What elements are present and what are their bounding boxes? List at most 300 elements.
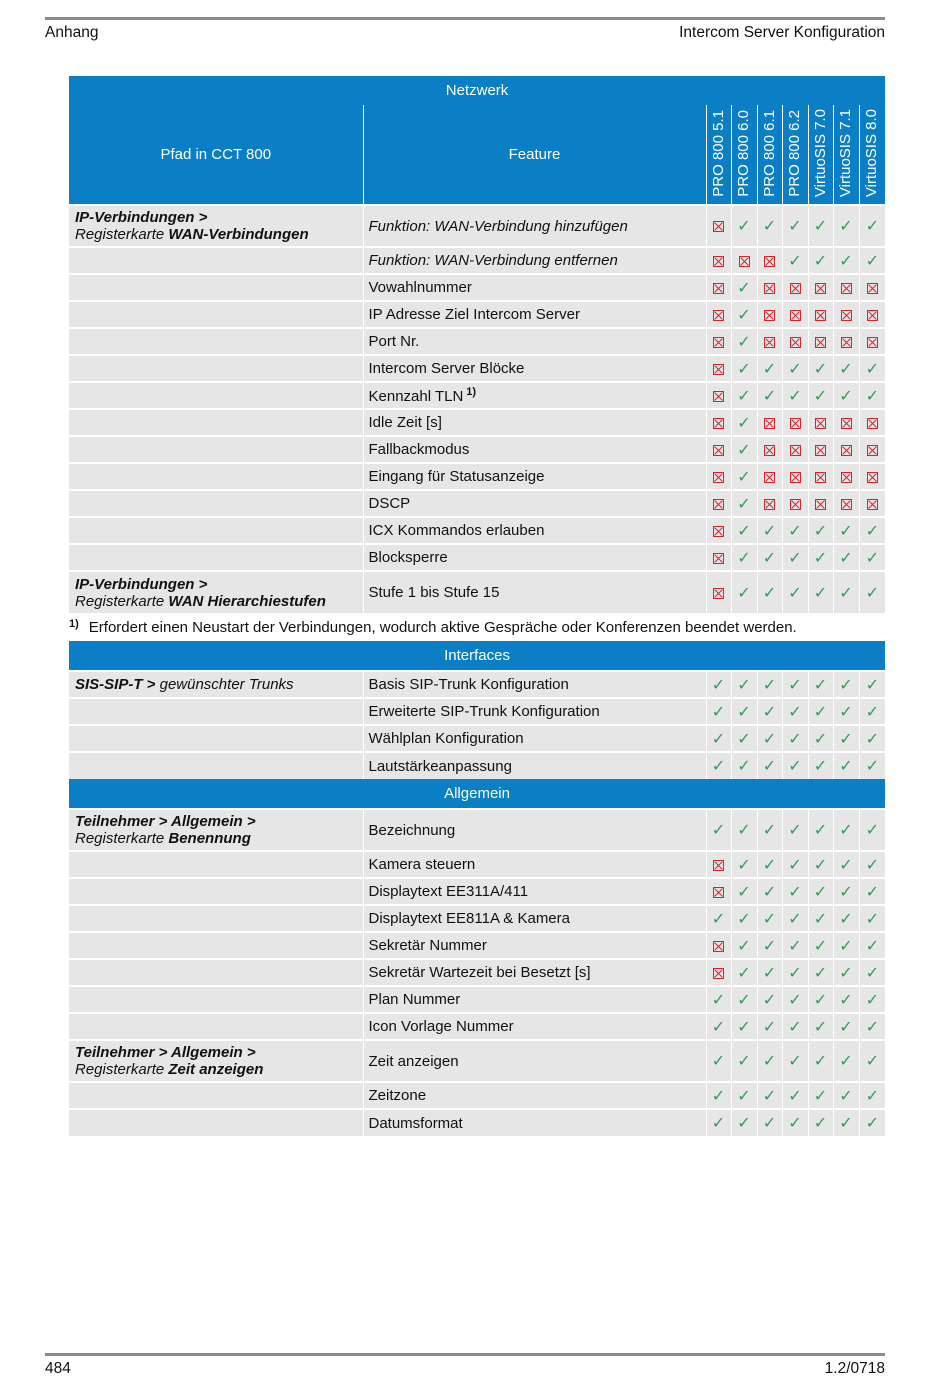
support-cell [782, 436, 808, 463]
section-header-row [69, 779, 885, 809]
support-cell [808, 986, 833, 1013]
support-cell [782, 905, 808, 932]
support-cell [782, 1013, 808, 1040]
support-cell [731, 436, 757, 463]
feature-cell [363, 1082, 706, 1109]
support-cell [808, 851, 833, 878]
support-cell [859, 328, 885, 355]
support-cell [859, 1082, 885, 1109]
feature-label: Kennzahl TLN [368, 388, 464, 405]
feature-label: Datumsformat [368, 1114, 463, 1132]
cross-box-icon [841, 337, 852, 348]
path-cell [69, 517, 363, 544]
cross-box-icon [815, 337, 826, 348]
support-cell [833, 1082, 859, 1109]
support-cell [757, 878, 782, 905]
check-icon: ✓ [839, 1018, 853, 1036]
support-cell [833, 809, 859, 851]
check-icon: ✓ [737, 1053, 751, 1070]
check-icon: ✓ [788, 937, 802, 955]
cross-box-icon [790, 283, 801, 294]
support-cell [706, 1013, 731, 1040]
check-icon: ✓ [737, 387, 751, 405]
support-cell [782, 409, 808, 436]
check-icon: ✓ [839, 937, 853, 955]
cross-box-icon [790, 472, 801, 483]
support-cell [731, 544, 757, 571]
support-cell [706, 698, 731, 725]
check-icon: ✓ [813, 522, 828, 540]
support-cell [833, 698, 859, 725]
support-cell [731, 274, 757, 301]
support-cell [859, 517, 885, 544]
support-cell [782, 725, 808, 752]
support-cell [808, 1109, 833, 1136]
check-icon: ✓ [839, 1053, 853, 1070]
support-cell [833, 986, 859, 1013]
support-cell [808, 436, 833, 463]
check-icon: ✓ [839, 883, 853, 901]
cross-box-icon [713, 391, 724, 402]
feature-cell [363, 205, 706, 247]
check-icon: ✓ [762, 549, 777, 567]
check-icon: ✓ [813, 252, 828, 270]
check-icon: ✓ [839, 676, 853, 694]
check-icon: ✓ [839, 218, 853, 235]
support-cell [706, 247, 731, 274]
check-icon: ✓ [813, 387, 828, 405]
section-title: Interfaces [69, 641, 885, 671]
check-icon: ✓ [839, 991, 853, 1009]
support-cell [706, 463, 731, 490]
check-icon: ✓ [737, 910, 751, 928]
check-icon: ✓ [839, 964, 853, 982]
support-cell [782, 671, 808, 698]
document-version: 1.2/0718 [824, 1360, 885, 1377]
path-text: Teilnehmer > Allgemein > [75, 813, 256, 830]
check-icon: ✓ [762, 991, 777, 1009]
version-label: PRO 800 5.1 [709, 110, 727, 197]
feature-label: IP Adresse Ziel Intercom Server [368, 306, 580, 323]
cross-box-icon [815, 418, 826, 429]
support-cell [706, 1109, 731, 1136]
path-cell [69, 544, 363, 571]
cross-box-icon [867, 472, 878, 483]
check-icon: ✓ [737, 495, 751, 513]
check-icon: ✓ [839, 1115, 853, 1132]
check-icon: ✓ [737, 883, 751, 901]
support-cell [833, 725, 859, 752]
header-right: Intercom Server Konfiguration [679, 24, 885, 41]
check-icon: ✓ [788, 822, 802, 839]
support-cell [782, 1109, 808, 1136]
feature-label: Eingang für Statusanzeige [368, 468, 545, 485]
check-icon: ✓ [788, 360, 802, 378]
support-cell [731, 932, 757, 959]
support-cell [782, 205, 808, 247]
table-row [69, 932, 885, 959]
check-icon: ✓ [762, 910, 777, 928]
cross-box-icon [841, 283, 852, 294]
feature-cell [363, 301, 706, 328]
support-cell [859, 959, 885, 986]
check-icon: ✓ [711, 1053, 726, 1070]
path-cell [69, 1082, 363, 1109]
cross-box-icon [764, 256, 775, 267]
path-cell [69, 959, 363, 986]
table-row [69, 851, 885, 878]
support-cell [833, 409, 859, 436]
cross-box-icon [790, 418, 801, 429]
footnote-ref: 1) [466, 386, 477, 398]
cross-box-icon [815, 445, 826, 456]
table-row [69, 409, 885, 436]
feature-matrix-table [69, 76, 885, 1136]
support-cell [731, 752, 757, 779]
path-cell [69, 905, 363, 932]
cross-box-icon [867, 310, 878, 321]
table-row [69, 1013, 885, 1040]
footnote-mark: 1) [69, 618, 79, 630]
support-cell [782, 1040, 808, 1082]
feature-cell [363, 274, 706, 301]
support-cell [859, 490, 885, 517]
support-cell [731, 463, 757, 490]
feature-label: DSCP [368, 495, 411, 512]
table-row [69, 517, 885, 544]
support-cell [833, 1109, 859, 1136]
check-icon: ✓ [839, 758, 853, 775]
check-icon: ✓ [711, 676, 726, 694]
support-cell [731, 986, 757, 1013]
feature-cell [363, 463, 706, 490]
path-cell [69, 328, 363, 355]
feature-label: Sekretär Nummer [368, 937, 487, 954]
path-text: Registerkarte [75, 830, 169, 847]
support-cell [833, 328, 859, 355]
check-icon: ✓ [865, 218, 879, 235]
column-header-version [833, 105, 859, 205]
version-label: VirtuoSIS 7.0 [811, 109, 829, 198]
path-text: WAN-Verbindungen [168, 226, 309, 243]
table-row [69, 544, 885, 571]
support-cell [859, 355, 885, 382]
section-title: Allgemein [69, 779, 885, 809]
support-cell [808, 274, 833, 301]
support-cell [757, 463, 782, 490]
support-cell [808, 382, 833, 409]
support-cell [757, 1109, 782, 1136]
feature-label: Zeitzone [368, 1087, 427, 1104]
support-cell [808, 1082, 833, 1109]
support-cell [859, 382, 885, 409]
cross-box-icon [713, 526, 724, 537]
check-icon: ✓ [788, 758, 802, 775]
table-row [69, 328, 885, 355]
support-cell [859, 1040, 885, 1082]
check-icon: ✓ [737, 360, 751, 378]
support-cell [833, 851, 859, 878]
check-icon: ✓ [762, 1115, 777, 1132]
feature-cell [363, 1040, 706, 1082]
feature-cell [363, 752, 706, 779]
support-cell [782, 851, 808, 878]
table-row [69, 671, 885, 698]
check-icon: ✓ [762, 387, 777, 405]
table-row [69, 274, 885, 301]
support-cell [782, 959, 808, 986]
support-cell [706, 878, 731, 905]
check-icon: ✓ [737, 306, 751, 324]
check-icon: ✓ [762, 584, 777, 602]
check-icon: ✓ [813, 1053, 828, 1070]
check-icon: ✓ [839, 549, 853, 567]
support-cell [706, 436, 731, 463]
support-cell [706, 382, 731, 409]
check-icon: ✓ [865, 883, 879, 901]
check-icon: ✓ [813, 218, 828, 235]
check-icon: ✓ [788, 1018, 802, 1036]
column-header-version [782, 105, 808, 205]
check-icon: ✓ [865, 856, 879, 874]
column-header-version [859, 105, 885, 205]
support-cell [782, 752, 808, 779]
footnote-text: Erfordert einen Neustart der Verbindungen, wodurch aktive Gespräche oder Konferenzen beendet werden. [88, 619, 797, 636]
support-cell [859, 274, 885, 301]
cross-box-icon [815, 283, 826, 294]
check-icon: ✓ [788, 218, 802, 235]
support-cell [833, 1013, 859, 1040]
check-icon: ✓ [813, 1018, 828, 1036]
support-cell [859, 905, 885, 932]
support-cell [808, 1040, 833, 1082]
support-cell [782, 544, 808, 571]
check-icon: ✓ [839, 252, 853, 270]
check-icon: ✓ [737, 937, 751, 955]
table-row [69, 1040, 885, 1082]
support-cell [782, 517, 808, 544]
path-cell [69, 382, 363, 409]
cross-box-icon [764, 337, 775, 348]
feature-cell [363, 878, 706, 905]
support-cell [859, 205, 885, 247]
support-cell [706, 932, 731, 959]
support-cell [757, 301, 782, 328]
support-cell [833, 1040, 859, 1082]
cross-box-icon [815, 310, 826, 321]
table-row [69, 986, 885, 1013]
version-label: VirtuoSIS 7.1 [837, 109, 854, 198]
support-cell [808, 355, 833, 382]
support-cell [808, 878, 833, 905]
check-icon: ✓ [865, 910, 879, 928]
support-cell [757, 932, 782, 959]
cross-box-icon [713, 553, 724, 564]
path-text: Registerkarte [75, 592, 169, 610]
cross-box-icon [713, 364, 724, 375]
check-icon: ✓ [813, 883, 828, 901]
check-icon: ✓ [839, 703, 853, 721]
path-cell [69, 409, 363, 436]
check-icon: ✓ [737, 1115, 751, 1132]
support-cell [833, 544, 859, 571]
cross-box-icon [713, 968, 724, 979]
feature-cell [363, 725, 706, 752]
path-cell [69, 247, 363, 274]
support-cell [706, 905, 731, 932]
check-icon: ✓ [865, 703, 879, 721]
table-row [69, 571, 885, 613]
support-cell [859, 725, 885, 752]
support-cell [859, 1109, 885, 1136]
check-icon: ✓ [762, 856, 777, 874]
path-text: IP-Verbindungen > [75, 575, 208, 593]
cross-box-icon [713, 256, 724, 267]
support-cell [706, 490, 731, 517]
table-row [69, 959, 885, 986]
feature-cell [363, 571, 706, 613]
support-cell [859, 544, 885, 571]
cross-box-icon [867, 337, 878, 348]
check-icon: ✓ [762, 218, 777, 235]
feature-label: Erweiterte SIP-Trunk Konfiguration [368, 703, 600, 720]
column-header-path: Pfad in CCT 800 [69, 105, 363, 205]
path-cell [69, 1109, 363, 1136]
check-icon: ✓ [737, 584, 751, 602]
support-cell [859, 1013, 885, 1040]
support-cell [833, 274, 859, 301]
check-icon: ✓ [839, 584, 853, 602]
cross-box-icon [841, 418, 852, 429]
support-cell [706, 671, 731, 698]
cross-box-icon [841, 310, 852, 321]
check-icon: ✓ [737, 468, 751, 486]
support-cell [706, 328, 731, 355]
support-cell [706, 409, 731, 436]
feature-cell [363, 328, 706, 355]
column-header-feature: Feature [363, 105, 706, 205]
support-cell [782, 328, 808, 355]
support-cell [706, 1082, 731, 1109]
check-icon: ✓ [737, 822, 751, 839]
support-cell [757, 752, 782, 779]
support-cell [731, 205, 757, 247]
support-cell [757, 571, 782, 613]
check-icon: ✓ [762, 360, 777, 378]
support-cell [706, 986, 731, 1013]
path-cell [69, 752, 363, 779]
path-cell [69, 725, 363, 752]
support-cell [833, 878, 859, 905]
support-cell [833, 671, 859, 698]
support-cell [731, 409, 757, 436]
cross-box-icon [764, 445, 775, 456]
cross-box-icon [713, 887, 724, 898]
support-cell [808, 571, 833, 613]
check-icon: ✓ [865, 1053, 879, 1070]
section-header-row [69, 641, 885, 671]
cross-box-icon [867, 499, 878, 510]
cross-box-icon [841, 445, 852, 456]
check-icon: ✓ [865, 1115, 879, 1132]
check-icon: ✓ [813, 676, 828, 694]
support-cell [757, 1040, 782, 1082]
cross-box-icon [815, 499, 826, 510]
feature-cell [363, 671, 706, 698]
feature-cell [363, 851, 706, 878]
support-cell [833, 205, 859, 247]
check-icon: ✓ [865, 1018, 879, 1036]
support-cell [808, 752, 833, 779]
support-cell [757, 1082, 782, 1109]
table-row [69, 1109, 885, 1136]
feature-cell [363, 247, 706, 274]
support-cell [859, 932, 885, 959]
check-icon: ✓ [839, 522, 853, 540]
path-text: Zeit anzeigen [168, 1061, 264, 1078]
cross-box-icon [713, 941, 724, 952]
check-icon: ✓ [737, 730, 751, 748]
path-text: Registerkarte [75, 226, 169, 243]
path-text: Benennung [168, 830, 251, 847]
support-cell [757, 355, 782, 382]
check-icon: ✓ [788, 584, 802, 602]
path-cell [69, 301, 363, 328]
path-cell [69, 878, 363, 905]
check-icon: ✓ [762, 1053, 777, 1070]
check-icon: ✓ [762, 676, 777, 694]
support-cell [808, 409, 833, 436]
check-icon: ✓ [865, 387, 879, 405]
table-row [69, 905, 885, 932]
check-icon: ✓ [762, 883, 777, 901]
feature-cell [363, 436, 706, 463]
feature-label: Kamera steuern [368, 856, 476, 873]
cross-box-icon [764, 499, 775, 510]
support-cell [808, 698, 833, 725]
support-cell [706, 274, 731, 301]
check-icon: ✓ [737, 856, 751, 874]
check-icon: ✓ [737, 522, 751, 540]
support-cell [782, 878, 808, 905]
support-cell [782, 355, 808, 382]
path-cell [69, 571, 363, 613]
feature-cell [363, 959, 706, 986]
support-cell [782, 932, 808, 959]
support-cell [731, 571, 757, 613]
path-cell [69, 851, 363, 878]
support-cell [859, 752, 885, 779]
support-cell [731, 671, 757, 698]
support-cell [757, 698, 782, 725]
check-icon: ✓ [788, 964, 802, 982]
column-header-version [706, 105, 731, 205]
table-row [69, 247, 885, 274]
support-cell [731, 301, 757, 328]
support-cell [757, 205, 782, 247]
feature-cell [363, 517, 706, 544]
support-cell [833, 571, 859, 613]
support-cell [833, 247, 859, 274]
table-row [69, 698, 885, 725]
support-cell [859, 671, 885, 698]
support-cell [782, 809, 808, 851]
check-icon: ✓ [788, 387, 802, 405]
check-icon: ✓ [839, 730, 853, 748]
path-cell [69, 986, 363, 1013]
table-row [69, 205, 885, 247]
support-cell [731, 725, 757, 752]
